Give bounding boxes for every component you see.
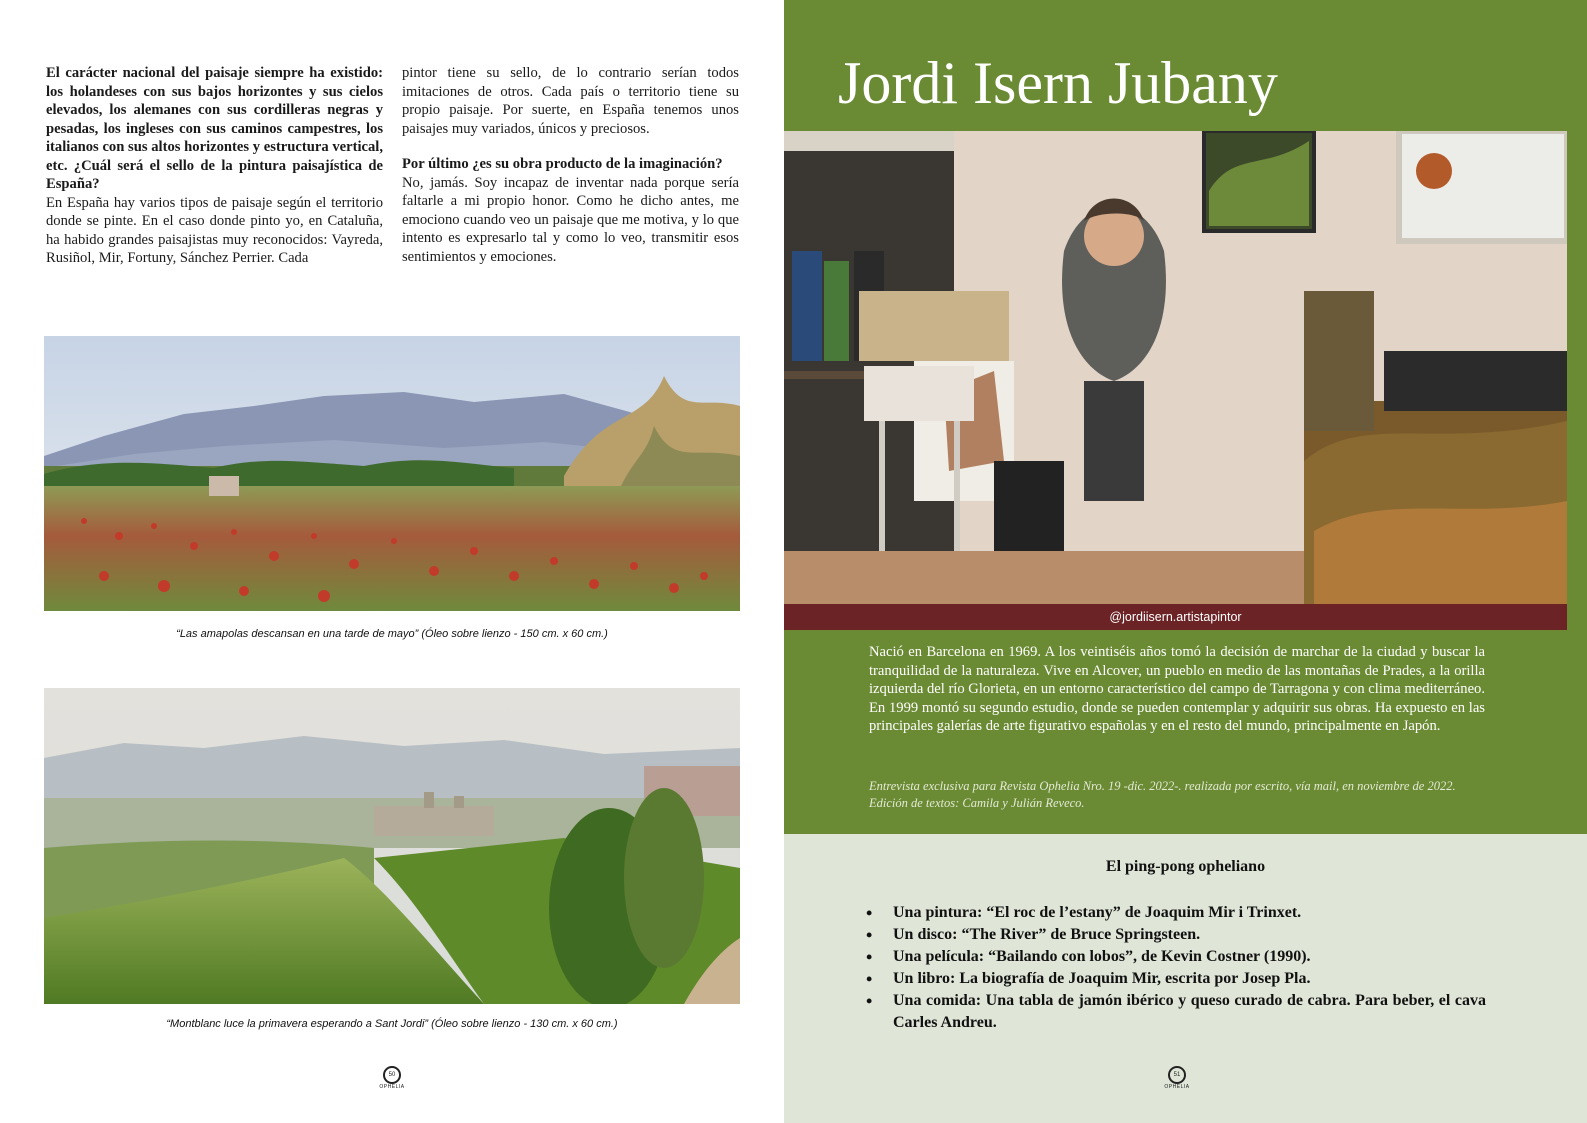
- pingpong-heading: El ping-pong opheliano: [1105, 858, 1266, 875]
- artist-bio: Nació en Barcelona en 1969. A los veintiséis años tomó la decisión de marchar de la ciudad y buscar la tranquilidad de la naturaleza. Vive en Alcover, un pueblo en medio de las montañas de Prades, a la orilla izquierda del río Glorieta, en un entorno característico del campo de Tarragona y con clima mediterráneo. En 1999 montó su segundo estudio, donde se pueden contemplar y adquirir sus obras. Ha expuesto en las principales galerías de arte figurativo españolas y en el resto del mundo, principalmente en Japón.: [869, 644, 1485, 735]
- interview-answer-1: En España hay varios tipos de paisaje según el territorio donde se pinte. En el caso donde pinto yo, en Cataluña, ha habido grandes paisajistas muy reconocidos: Vayreda, Rusiñol, Mir, Fortuny, Sánchez Perrier. Cada: [46, 194, 383, 266]
- painting-poppy-field: [44, 336, 740, 611]
- photo-credit-strip: @jordiisern.artistapintor: [784, 604, 1567, 630]
- artist-studio-photo-image: [784, 131, 1567, 604]
- artist-studio-photo: [784, 131, 1567, 604]
- painting-montblanc: [44, 688, 740, 1004]
- pingpong-list: [866, 902, 1486, 1034]
- article-title: Jordi Isern Jubany: [838, 50, 1278, 116]
- list-item: • Una pintura: “El roc de l’estany” de Joaquim Mir i Trinxet.: [866, 902, 1486, 924]
- brand-label: OPHELIA: [379, 1084, 405, 1090]
- page-number-left: [379, 1066, 405, 1092]
- painting-montblanc-caption: “Montblanc luce la primavera esperando a Sant Jordi” (Óleo sobre lienzo - 130 cm. x 60 cm.): [166, 1018, 618, 1030]
- painting-poppy-field-image: [44, 336, 740, 611]
- ophelia-logo-icon: 50: [383, 1066, 401, 1084]
- list-item: • Un libro: La biografía de Joaquim Mir, escrita por Josep Pla.: [866, 968, 1486, 990]
- interview-credit: Entrevista exclusiva para Revista Ophelia Nro. 19 -dic. 2022-. realizada por escrito, vía mail, en noviembre de 2022. Edición de textos: Camila y Julián Reveco.: [869, 779, 1456, 810]
- interview-question-2: Por último ¿es su obra producto de la imaginación?: [402, 156, 723, 172]
- interview-question-1: El carácter nacional del paisaje siempre ha existido: los holandeses con sus bajos horizontes y sus cielos elevados, los alemanes con sus cordilleras negras y pesadas, los ingleses con sus caminos campestres, los italianos con sus altos horizontes y estructura vertical, etc. ¿Cuál será el sello de la pintura paisajística de España?: [46, 65, 383, 192]
- text-column-1: [46, 64, 383, 268]
- interview-answer-1-continued: pintor tiene su sello, de lo contrario serían todos imitaciones de otros. Cada país o territorio tiene su propio paisaje. Por suerte, en España tenemos unos paisajes muy variados, únicos y preciosos.: [402, 65, 739, 137]
- painting-montblanc-image: [44, 688, 740, 1004]
- brand-label: OPHELIA: [1164, 1084, 1190, 1090]
- list-item: • Una película: “Bailando con lobos”, de Kevin Costner (1990).: [866, 946, 1486, 968]
- list-item: • Una comida: Una tabla de jamón ibérico y queso curado de cabra. Para beber, el cava Carles Andreu.: [866, 990, 1486, 1034]
- text-column-2: [402, 64, 739, 266]
- painting-poppy-field-caption: “Las amapolas descansan en una tarde de mayo” (Óleo sobre lienzo - 150 cm. x 60 cm.): [176, 628, 608, 640]
- list-item: • Un disco: “The River” de Bruce Springsteen.: [866, 924, 1486, 946]
- page-number-right: [1164, 1066, 1190, 1092]
- ophelia-logo-icon: 51: [1168, 1066, 1186, 1084]
- interview-answer-2: No, jamás. Soy incapaz de inventar nada porque sería faltarle a mi propio honor. Como he dicho antes, me emociono cuando veo un paisaje que me motiva, y lo que intento es expresarlo tal y como lo veo, transmitir esos sentimientos y emociones.: [402, 174, 739, 265]
